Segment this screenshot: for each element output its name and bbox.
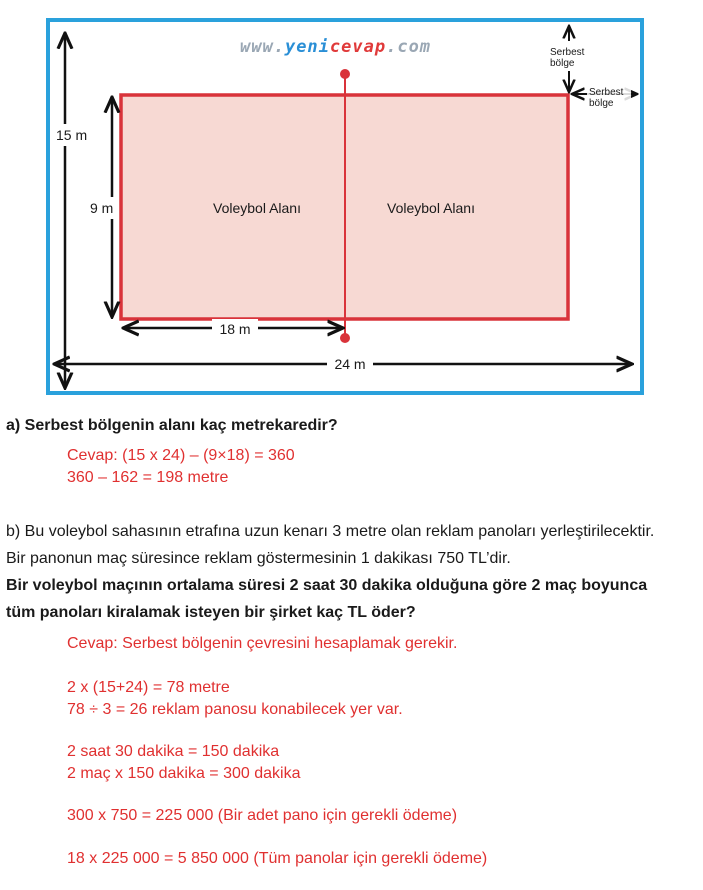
answer-b-line: Cevap: Serbest bölgenin çevresini hesaplamak gerekir. bbox=[67, 635, 458, 652]
question-b-line-3: Bir voleybol maçının ortalama süresi 2 saat 30 dakika olduğuna göre 2 maç boyunca bbox=[6, 577, 648, 594]
free-zone-right-label-2: bölge bbox=[589, 98, 614, 109]
question-b-line-1: b) Bu voleybol sahasının etrafına uzun kenarı 3 metre olan reklam panoları yerleştirilecektir. bbox=[6, 523, 655, 540]
net-post-top bbox=[340, 69, 350, 79]
answer-b-line: 2 x (15+24) = 78 metre bbox=[67, 679, 230, 696]
question-a: a) Serbest bölgenin alanı kaç metrekaredir? bbox=[6, 417, 338, 434]
answer-b-line: 78 ÷ 3 = 26 reklam panosu konabilecek yer var. bbox=[67, 701, 403, 718]
answer-b-line: 300 x 750 = 225 000 (Bir adet pano için gerekli ödeme) bbox=[67, 807, 458, 824]
outer-height-label: 15 m bbox=[56, 127, 88, 143]
free-zone-top-label-2: bölge bbox=[550, 58, 575, 69]
question-b-line-2: Bir panonun maç süresince reklam göstermesinin 1 dakikası 750 TL’dir. bbox=[6, 550, 511, 567]
watermark: www.yenicevap.com bbox=[240, 37, 432, 57]
court-height-label: 9 m bbox=[90, 200, 114, 216]
court-width-label: 18 m bbox=[219, 321, 251, 337]
volleyball-court-diagram bbox=[0, 0, 703, 400]
free-zone-right-label: Serbest bbox=[589, 87, 624, 98]
court-left-label: Voleybol Alanı bbox=[213, 200, 301, 216]
answer-b-line: 18 x 225 000 = 5 850 000 (Tüm panolar için gerekli ödeme) bbox=[67, 850, 488, 867]
answer-b-line: 2 saat 30 dakika = 150 dakika bbox=[67, 743, 280, 760]
question-b-line-4: tüm panoları kiralamak isteyen bir şirket kaç TL öder? bbox=[6, 604, 416, 621]
court-right-label: Voleybol Alanı bbox=[387, 200, 475, 216]
answer-a-line-1: Cevap: (15 x 24) – (9×18) = 360 bbox=[67, 447, 295, 464]
answer-a-line-2: 360 – 162 = 198 metre bbox=[67, 469, 229, 486]
outer-width-label: 24 m bbox=[334, 356, 366, 372]
net-post-bottom bbox=[340, 333, 350, 343]
free-zone-top-label: Serbest bbox=[550, 47, 585, 58]
answer-b-line: 2 maç x 150 dakika = 300 dakika bbox=[67, 765, 301, 782]
